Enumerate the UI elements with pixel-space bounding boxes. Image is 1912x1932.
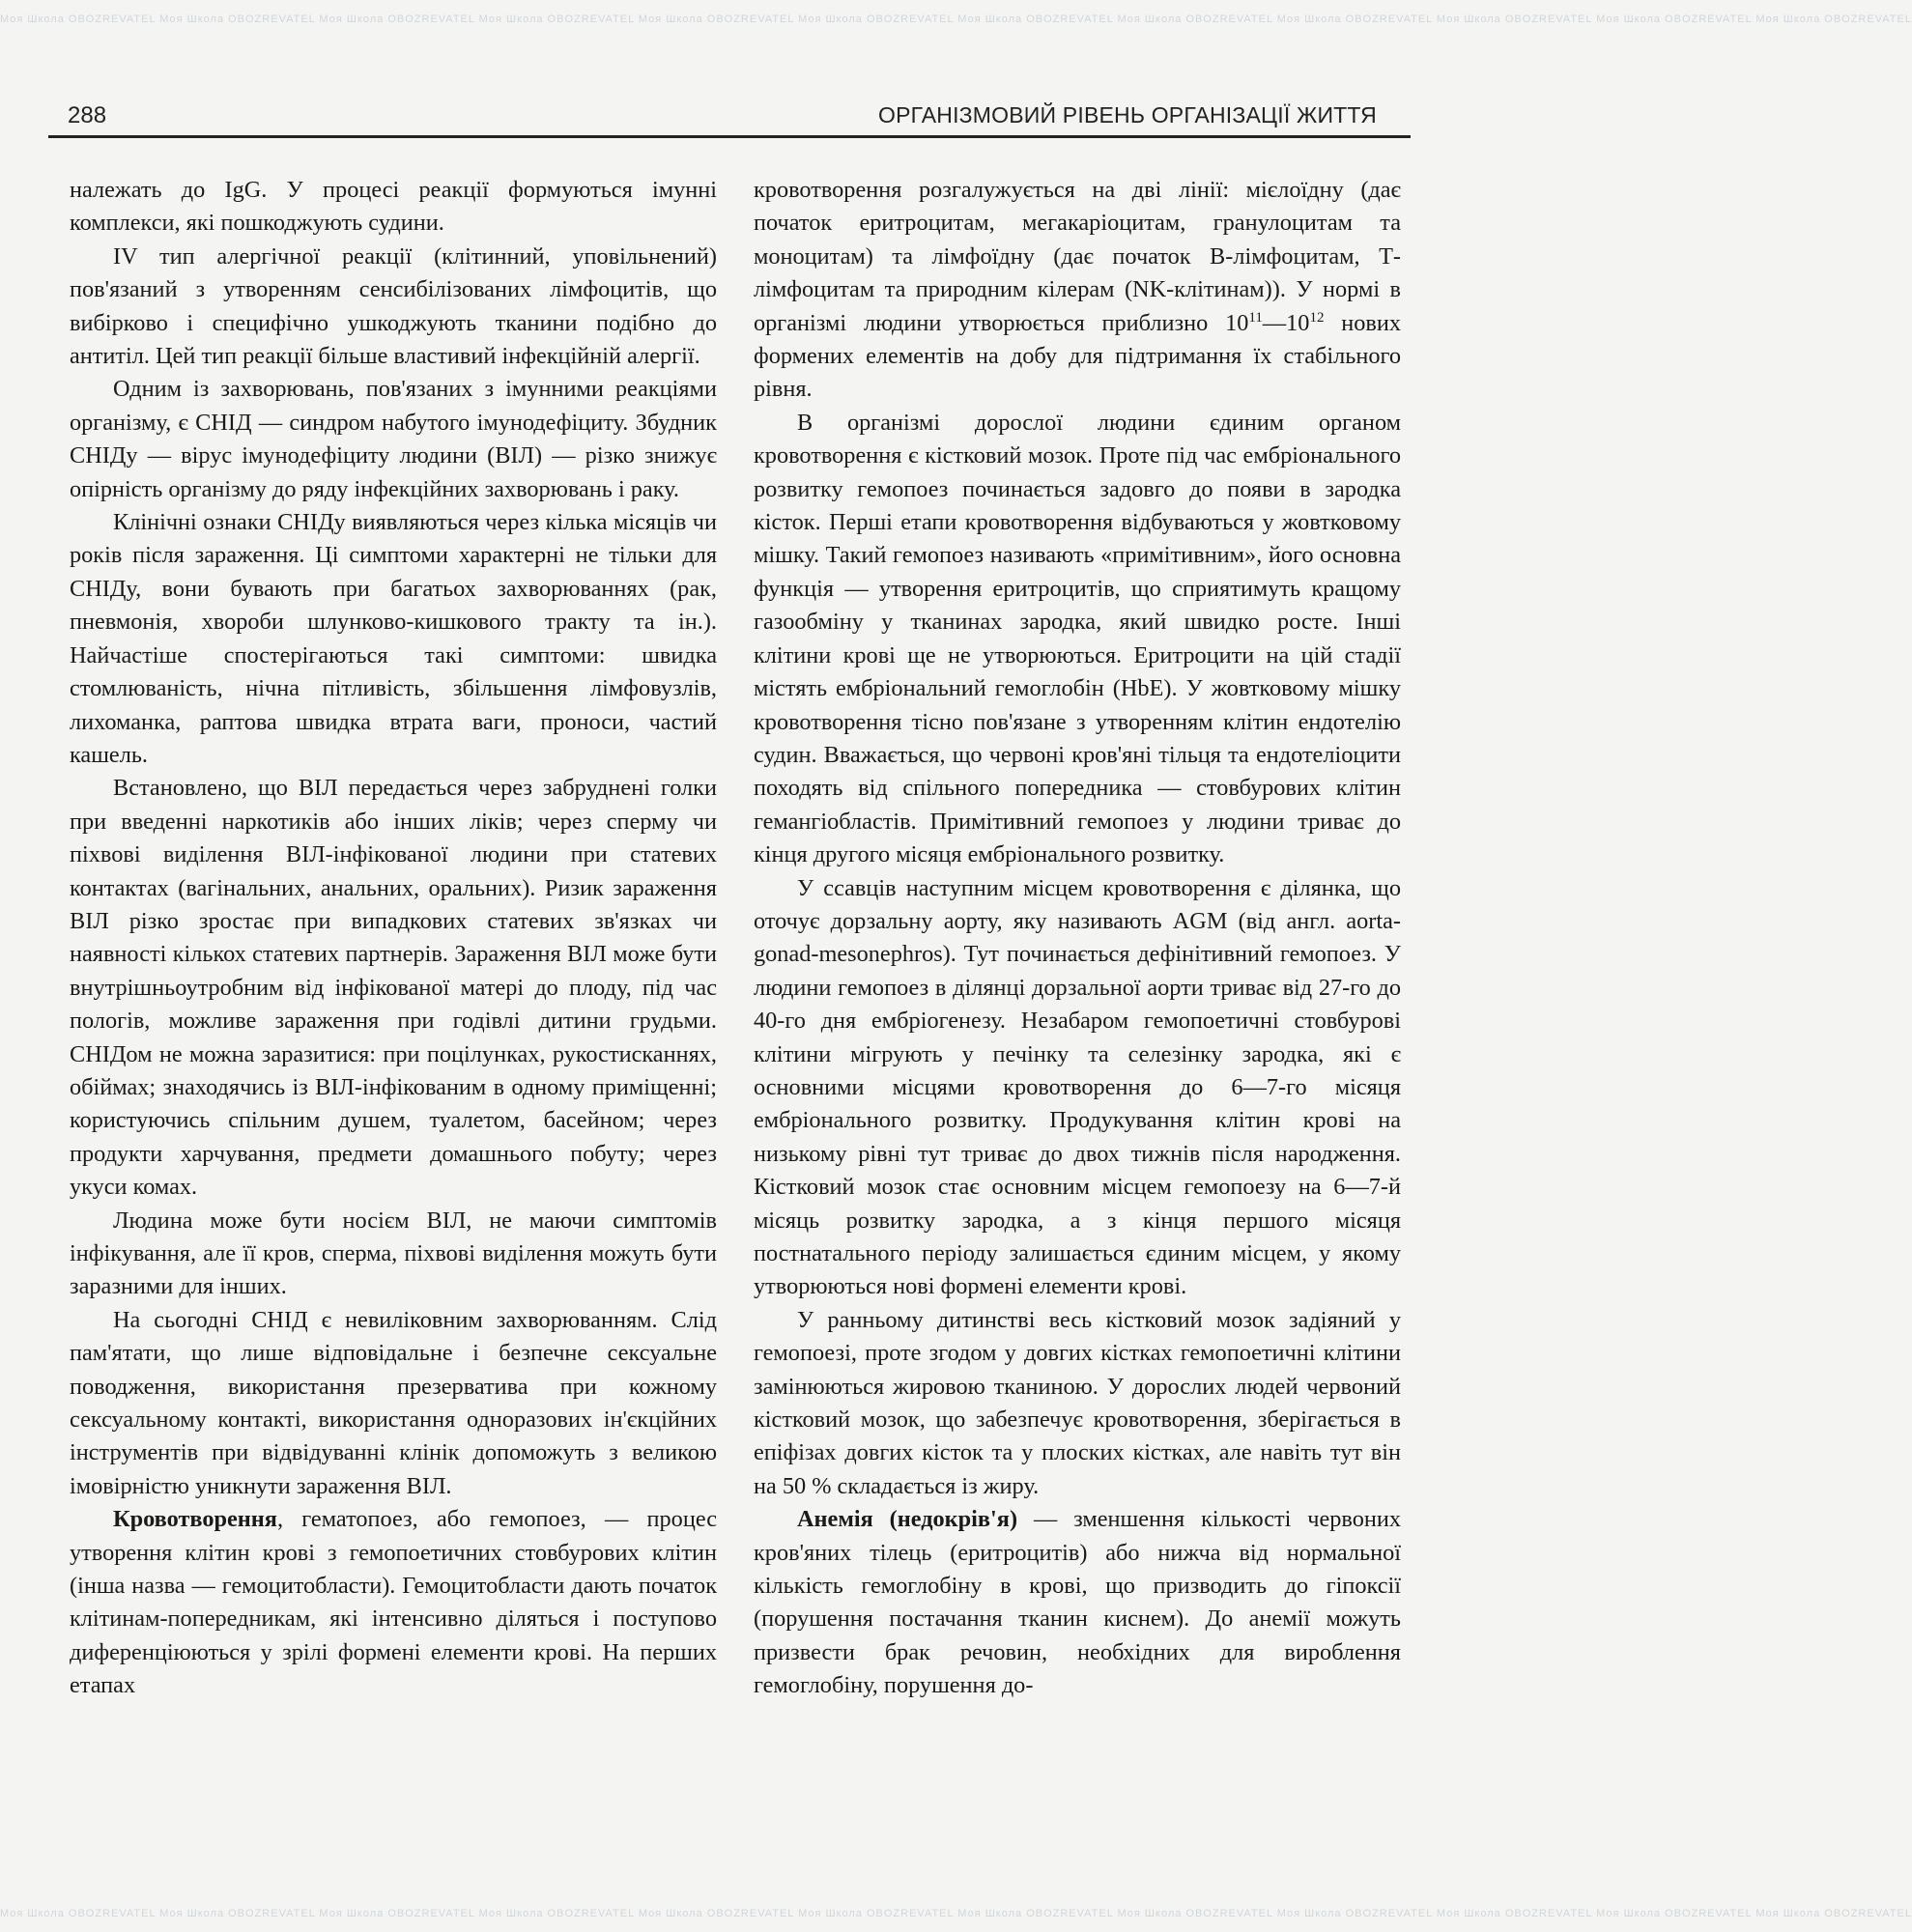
paragraph: Встановлено, що ВІЛ передається через забруднені голки при введенні наркотиків або інших ліків; через сперму чи піхвові виділення ВІЛ-інфікованої людини при статевих контактах (вагінальних, анальних, оральних). Ризик зараження ВІЛ різко зростає при випадкових статевих зв'язках чи наявності кількох статевих партнерів. Зараження ВІЛ може бути внутрішньоутробним від інфікованої матері до плоду, під час пологів, можливе зараження при годівлі дитини грудьми. СНІДом не можна заразитися: при поцілунках, рукостисканнях, обіймах; знаходячись із ВІЛ-інфікованим в одному приміщенні; користуючись спільним душем, туалетом, басейном; через продукти харчування, предмети домашнього побуту; через укуси комах. bbox=[70, 775, 717, 1201]
watermark-row: Моя Школа OBOZREVATEL Моя Школа OBOZREVATEL Моя Школа OBOZREVATEL Моя Школа OBOZREVATEL Моя Школа OBOZREVATEL Моя Школа OBOZREVATEL Моя Школа OBOZREVATEL Моя Школа OBOZREVATEL Моя Школа OBOZREVATEL Моя Школа OBOZREVATEL Моя Школа OBOZREVATEL Моя Школа OBOZREVATEL bbox=[0, 14, 1912, 25]
paragraph: В організмі дорослої людини єдиним органом кровотворення є кістковий мозок. Проте під час ембріонального розвитку гемопоез починається задовго до появи в зародка кісток. Перші етапи кровотворення відбуваються у жовтковому мішку. Такий гемопоез називають «примітивним», його основна функція — утворення еритроцитів, що сприятимуть кращому газообміну у тканинах зародка, який швидко росте. Інші клітини крові ще не утворюються. Еритроцити на цій стадії містять ембріональний гемоглобін (HbE). У жовтковому мішку кровотворення тісно пов'язане з утворенням клітин ендотелію судин. Вважається, що червоні кров'яні тільця та ендотеліоцити походять від спільного попередника — стовбурових клітин гемангіобластів. Примітивний гемопоез у людини триває до кінця другого місяця ембріонального розвитку. bbox=[754, 409, 1401, 868]
page-number: 288 bbox=[68, 102, 107, 128]
paragraph bbox=[70, 1503, 717, 1702]
paragraph-text: кровотворення розгалужується на дві лінії: мієлоїдну (дає початок еритроцитам, мегакаріоцитам, гранулоцитам та моноцитам) та лімфоїдну (дає початок В-лімфоцитам, Т-лімфоцитам та природним кілерам (NK-клітинам)). У нормі в організмі людини утворюється приблизно 10 bbox=[754, 177, 1401, 336]
page-header bbox=[48, 97, 1411, 139]
paragraph: IV тип алергічної реакції (клітинний, уповільнений) пов'язаний з утворенням сенсибілізованих лімфоцитів, що вибірково і специфічно ушкоджують тканини подібно до антитіл. Цей тип реакції більше властивий інфекційній алергії. bbox=[70, 242, 717, 370]
paragraph-text: , гематопоез, або гемопоез, — процес утворення клітин крові з гемопоетичних стовбурових клітин (інша назва — гемоцитобласти). Гемоцитобласти дають початок клітинам-попередникам, які інтенсивно діляться і поступово диференціюються у зрілі формені елементи крові. На перших етапах bbox=[70, 1506, 717, 1699]
paragraph: Одним із захворювань, пов'язаних з імунними реакціями організму, є СНІД — синдром набутого імунодефіциту. Збудник СНІДу — вірус імунодефіциту людини (ВІЛ) — різко знижує опірність організму до ряду інфекційних захворювань і раку. bbox=[70, 376, 717, 502]
exponent: 12 bbox=[1309, 309, 1325, 326]
running-title: ОРГАНІЗМОВИЙ РІВЕНЬ ОРГАНІЗАЦІЇ ЖИТТЯ bbox=[877, 102, 1377, 128]
right-column bbox=[754, 174, 1401, 1874]
paragraph: Клінічні ознаки СНІДу виявляються через кілька місяців чи років після зараження. Ці симптоми характерні не тільки для СНІДу, вони бувають при багатьох захворюваннях (рак, пневмонія, хвороби шлунково-кишкового тракту та ін.). Найчастіше спостерігаються такі симптоми: швидка стомлюваність, нічна пітливість, збільшення лімфовузлів, лихоманка, раптова швидка втрата ваги, проноси, частий кашель. bbox=[70, 509, 717, 768]
paragraph-text: —10 bbox=[1262, 309, 1310, 336]
left-column bbox=[70, 174, 717, 1874]
paragraph bbox=[754, 174, 1401, 407]
paragraph: Людина може бути носієм ВІЛ, не маючи симптомів інфікування, але її кров, сперма, піхвові виділення можуть бути заразними для інших. bbox=[70, 1207, 717, 1300]
exponent: 11 bbox=[1248, 309, 1263, 326]
term: Анемія (недокрів'я) bbox=[797, 1506, 1018, 1533]
paragraph-text: нових формених елементів на добу для підтримання їх стабільного рівня. bbox=[754, 309, 1401, 403]
paragraph: У ранньому дитинстві весь кістковий мозок задіяний у гемопоезі, проте згодом у довгих кістках гемопоетичні клітини замінюються жировою тканиною. У дорослих людей червоний кістковий мозок, що забезпечує кровотворення, зберігається в епіфізах довгих кісток та у плоских кістках, але навіть тут він на 50 % складається із жиру. bbox=[754, 1306, 1401, 1499]
paragraph bbox=[754, 1503, 1401, 1702]
paragraph: належать до IgG. У процесі реакції формуються імунні комплекси, які пошкоджують судини. bbox=[70, 177, 717, 237]
paragraph: На сьогодні СНІД є невиліковним захворюванням. Слід пам'ятати, що лише відповідальне і безпечне сексуальне поводження, використання презерватива при кожному сексуальному контакті, використання одноразових ін'єкційних інструментів при відвідуванні клінік допоможуть з великою імовірністю уникнути зараження ВІЛ. bbox=[70, 1306, 717, 1499]
header-rule bbox=[48, 135, 1411, 138]
term: Кровотворення bbox=[113, 1506, 277, 1533]
paragraph: У ссавців наступним місцем кровотворення є ділянка, що оточує дорзальну аорту, яку називають AGM (від англ. aorta-gonad-mesonephros). Тут починається дефінітивний гемопоез. У людини гемопоез в ділянці дорзальної аорти триває від 27-го до 40-го дня ембріогенезу. Незабаром гемопоетичні стовбурові клітини мігрують у печінку та селезінку зародка, які є основними місцями кровотворення до 6—7-го місяця ембріонального розвитку. Продукування клітин крові на низькому рівні тут триває до двох тижнів після народження. Кістковий мозок стає основним місцем гемопоезу на 6—7-й місяць розвитку зародка, а з кінця першого місяця постнатального періоду залишається єдиним місцем, у якому утворюються нові формені елементи крові. bbox=[754, 874, 1401, 1300]
paragraph-text: — зменшення кількості червоних кров'яних тілець (еритроцитів) або нижча від нормальної кількість гемоглобіну в крові, що призводить до гіпоксії (порушення постачання тканин киснем). До анемії можуть призвести брак речовин, необхідних для вироблення гемоглобіну, порушення до- bbox=[754, 1506, 1402, 1699]
watermark-row: Моя Школа OBOZREVATEL Моя Школа OBOZREVATEL Моя Школа OBOZREVATEL Моя Школа OBOZREVATEL Моя Школа OBOZREVATEL Моя Школа OBOZREVATEL Моя Школа OBOZREVATEL Моя Школа OBOZREVATEL Моя Школа OBOZREVATEL Моя Школа OBOZREVATEL Моя Школа OBOZREVATEL Моя Школа OBOZREVATEL bbox=[0, 1908, 1912, 1919]
